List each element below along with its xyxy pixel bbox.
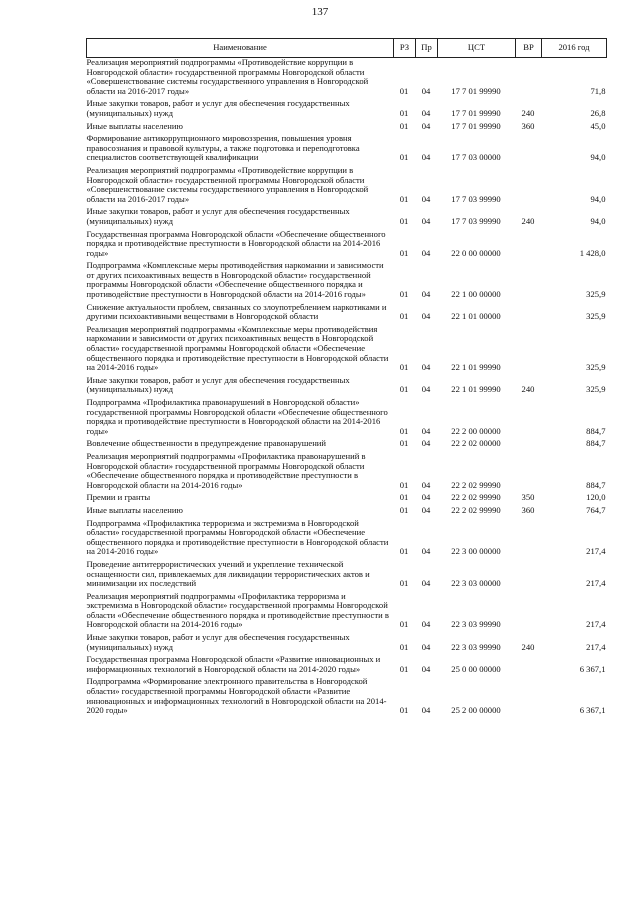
- row-rz: 01: [399, 362, 409, 373]
- row-cst: 17 7 03 00000: [451, 152, 501, 163]
- row-pr: 04: [421, 705, 431, 716]
- row-amount: 94,0: [590, 193, 606, 204]
- header-pr: Пр: [416, 39, 438, 58]
- row-name: Иные закупки товаров, работ и услуг для обеспечения государственных (муниципальных) нужд: [86, 374, 350, 395]
- row-amount: 217,4: [586, 641, 606, 652]
- row-name: Иные закупки товаров, работ и услуг для обеспечения государственных (муниципальных) нужд: [86, 206, 350, 226]
- row-name: Подпрограмма «Профилактика терроризма и экстремизма в Новгородской области» государственной программы Новгородской области «Обеспечение общественного порядка и противодействие преступности в Новгородской области на 2014-2016 годы»: [86, 517, 389, 557]
- row-name: Проведение антитеррористических учений и укрепление технической оснащенности сил, привлекаемых для ликвидации террористических актов и минимизации их последствий: [86, 558, 370, 589]
- row-vr: [516, 398, 542, 439]
- row-pr: 04: [421, 384, 431, 395]
- row-pr: 04: [421, 215, 431, 226]
- row-vr: [516, 166, 542, 207]
- row-name: Подпрограмма «Профилактика правонарушений в Новгородской области» государственной программы Новгородской области «Обеспечение общественного порядка и противодействие преступности в Новгородской области на 2014-2016 годы»: [86, 397, 388, 436]
- row-pr: 04: [421, 247, 431, 258]
- header-vr: ВР: [516, 39, 542, 58]
- table-row: [87, 633, 607, 655]
- row-amount: 217,4: [586, 619, 606, 630]
- row-amount: 45,0: [590, 120, 606, 131]
- row-cst: 17 7 01 99990: [451, 120, 501, 131]
- row-vr: [516, 58, 542, 100]
- row-rz: 01: [399, 705, 409, 716]
- row-rz: 01: [399, 215, 409, 226]
- row-name: Иные выплаты населению: [86, 504, 183, 515]
- row-cst: 22 2 02 00000: [451, 438, 501, 449]
- row-vr: 360: [521, 120, 535, 131]
- row-vr: 360: [521, 504, 535, 515]
- row-vr: [516, 592, 542, 633]
- row-cst: 22 3 03 99990: [451, 641, 501, 652]
- row-amount: 120,0: [586, 492, 606, 503]
- row-rz: 01: [399, 619, 409, 630]
- row-name: Иные закупки товаров, работ и услуг для обеспечения государственных (муниципальных) нужд: [86, 632, 350, 652]
- row-rz: 01: [399, 384, 409, 395]
- row-pr: 04: [421, 492, 431, 503]
- row-name: Иные выплаты населению: [86, 120, 183, 131]
- table-row: [87, 677, 607, 718]
- row-amount: 884,7: [586, 479, 606, 490]
- row-cst: 22 1 01 99990: [451, 362, 501, 373]
- row-rz: 01: [399, 289, 409, 300]
- row-cst: 25 2 00 00000: [451, 705, 501, 716]
- row-pr: 04: [421, 193, 431, 204]
- row-amount: 325,9: [586, 384, 606, 395]
- row-rz: 01: [399, 578, 409, 589]
- page-number: 137: [311, 6, 329, 18]
- row-rz: 01: [399, 663, 409, 674]
- row-name: Государственная программа Новгородской области «Развитие инновационных и информационных технологий в Новгородской области на 2014-2020 годы»: [86, 654, 381, 674]
- row-vr: 240: [521, 107, 535, 118]
- table-row: [87, 519, 607, 560]
- row-rz: 01: [399, 311, 409, 322]
- table-header-row: [87, 39, 607, 58]
- row-pr: 04: [421, 311, 431, 322]
- row-name: Формирование антикоррупционного мировоззрения, повышения уровня правосознания и правовой культуры, а также подготовка и переподготовка специалистов соответствующей квалификации: [86, 133, 360, 163]
- row-pr: 04: [421, 504, 431, 515]
- row-cst: 22 3 00 00000: [451, 546, 501, 557]
- row-pr: 04: [421, 425, 431, 436]
- table-row: [87, 452, 607, 493]
- row-amount: 71,8: [590, 85, 606, 96]
- row-rz: 01: [399, 120, 409, 131]
- row-pr: 04: [421, 152, 431, 163]
- row-amount: 6 367,1: [579, 705, 606, 716]
- table-row: [87, 560, 607, 592]
- row-vr: [516, 261, 542, 302]
- row-vr: [516, 677, 542, 718]
- row-cst: 22 2 00 00000: [451, 425, 501, 436]
- row-vr: [516, 439, 542, 452]
- row-pr: 04: [421, 85, 431, 96]
- row-pr: 04: [421, 479, 431, 490]
- row-name: Реализация мероприятий подпрограммы «Профилактика правонарушений в Новгородской области» государственной программы Новгородской области «Обеспечение общественного порядка и противодействие преступности в Новгородской области на 2014-2016 годы»: [86, 450, 366, 490]
- row-name: Государственная программа Новгородской области «Обеспечение общественного порядка и противодействие преступности в Новгородской области на 2014-2016 годы»: [86, 228, 386, 258]
- row-rz: 01: [399, 438, 409, 449]
- table-row: [87, 303, 607, 325]
- header-cst: ЦСТ: [438, 39, 516, 58]
- table-row: [87, 325, 607, 376]
- row-name: Реализация мероприятий подпрограммы «Профилактика терроризма и экстремизма в Новгородской области» государственной программы Новгородской области «Обеспечение общественного порядка и противодействие преступности в Новгородской области на 2014-2016 годы»: [86, 590, 389, 630]
- row-cst: 22 2 02 99990: [451, 504, 501, 515]
- row-pr: 04: [421, 120, 431, 131]
- row-amount: 217,4: [586, 578, 606, 589]
- row-name: Премии и гранты: [86, 492, 151, 503]
- row-amount: 325,9: [586, 362, 606, 373]
- row-pr: 04: [421, 619, 431, 630]
- row-vr: [516, 560, 542, 592]
- row-pr: 04: [421, 546, 431, 557]
- row-cst: 22 1 01 99990: [451, 384, 501, 395]
- row-pr: 04: [421, 438, 431, 449]
- row-name: Вовлечение общественности в предупреждение правонарушений: [86, 438, 326, 449]
- row-pr: 04: [421, 289, 431, 300]
- row-cst: 17 7 01 99990: [451, 85, 501, 96]
- row-rz: 01: [399, 152, 409, 163]
- row-cst: 22 0 00 00000: [451, 247, 501, 258]
- row-rz: 01: [399, 504, 409, 515]
- row-vr: 240: [521, 215, 535, 226]
- row-vr: [516, 452, 542, 493]
- budget-table: [86, 38, 607, 719]
- row-rz: 01: [399, 641, 409, 652]
- table-row: [87, 207, 607, 229]
- row-name: Реализация мероприятий подпрограммы «Противодействие коррупции в Новгородской области» государственной программы Новгородской области «Совершенствование системы государственного управления в Новгородской области на 2016-2017 годы»: [86, 57, 369, 96]
- row-rz: 01: [399, 85, 409, 96]
- row-vr: [516, 519, 542, 560]
- row-amount: 325,9: [586, 289, 606, 300]
- header-rz: РЗ: [394, 39, 416, 58]
- row-cst: 22 2 02 99990: [451, 479, 501, 490]
- row-rz: 01: [399, 247, 409, 258]
- row-pr: 04: [421, 362, 431, 373]
- row-name: Реализация мероприятий подпрограммы «Противодействие коррупции в Новгородской области» государственной программы Новгородской области «Совершенствование системы государственного управления в Новгородской области на 2016-2017 годы»: [86, 164, 369, 204]
- row-pr: 04: [421, 641, 431, 652]
- row-cst: 22 3 03 00000: [451, 578, 501, 589]
- row-pr: 04: [421, 107, 431, 118]
- row-name: Реализация мероприятий подпрограммы «Комплексные меры противодействия наркомании и зависимости от других психоактивных веществ в Новгородской области» государственной программы Новгородской области «Обеспечение общественного порядка и противодействие преступности в Новгородской области на 2014-2016 годы»: [86, 323, 389, 373]
- row-amount: 6 367,1: [579, 663, 606, 674]
- row-vr: [516, 325, 542, 376]
- row-name: Снижение актуальности проблем, связанных со злоупотреблением наркотиками и другими психоактивными веществами в Новгородской области: [86, 301, 387, 322]
- row-vr: [516, 655, 542, 677]
- row-amount: 1 428,0: [579, 247, 606, 258]
- table-row: [87, 166, 607, 207]
- row-amount: 217,4: [586, 546, 606, 557]
- row-cst: 22 1 00 00000: [451, 289, 501, 300]
- row-rz: 01: [399, 479, 409, 490]
- table-body: [87, 58, 607, 719]
- row-amount: 884,7: [586, 425, 606, 436]
- row-amount: 94,0: [590, 215, 606, 226]
- row-rz: 01: [399, 193, 409, 204]
- table-row: [87, 398, 607, 439]
- row-amount: 26,8: [590, 107, 606, 118]
- row-rz: 01: [399, 546, 409, 557]
- row-pr: 04: [421, 578, 431, 589]
- row-vr: [516, 134, 542, 166]
- table-row: [87, 261, 607, 302]
- row-vr: [516, 303, 542, 325]
- row-rz: 01: [399, 107, 409, 118]
- table-row: [87, 230, 607, 262]
- table-row: [87, 506, 607, 519]
- table-row: [87, 99, 607, 121]
- table-row: [87, 134, 607, 166]
- header-name: Наименование: [87, 39, 394, 58]
- row-vr: 240: [521, 384, 535, 395]
- row-name: Иные закупки товаров, работ и услуг для обеспечения государственных (муниципальных) нужд: [86, 98, 350, 118]
- row-name: Подпрограмма «Формирование электронного правительства в Новгородской области» государственной программы Новгородской области «Развитие инновационных и информационных технологий в Новгородской области на 2014-2020 годы»: [86, 676, 387, 716]
- row-cst: 22 1 01 00000: [451, 311, 501, 322]
- row-cst: 22 3 03 99990: [451, 619, 501, 630]
- row-cst: 25 0 00 00000: [451, 663, 501, 674]
- row-cst: 17 7 03 99990: [451, 193, 501, 204]
- row-name: Подпрограмма «Комплексные меры противодействия наркомании и зависимости от других психоактивных веществ в Новгородской области» государственной программы Новгородской области «Обеспечение общественного порядка и противодействие преступности в Новгородской области на 2014-2016 годы»: [86, 260, 384, 300]
- row-amount: 325,9: [586, 311, 606, 322]
- table-row: [87, 592, 607, 633]
- table-row: [87, 58, 607, 100]
- table-row: [87, 655, 607, 677]
- header-year: 2016 год: [542, 39, 607, 58]
- row-vr: [516, 230, 542, 262]
- row-vr: 350: [521, 492, 535, 503]
- row-amount: 94,0: [590, 152, 606, 163]
- row-amount: 884,7: [586, 438, 606, 449]
- row-cst: 17 7 01 99990: [451, 107, 501, 118]
- table-row: [87, 376, 607, 398]
- row-pr: 04: [421, 663, 431, 674]
- row-amount: 764,7: [586, 504, 606, 515]
- row-vr: 240: [521, 641, 535, 652]
- row-cst: 17 7 03 99990: [451, 215, 501, 226]
- row-rz: 01: [399, 425, 409, 436]
- row-cst: 22 2 02 99990: [451, 492, 501, 503]
- row-rz: 01: [399, 492, 409, 503]
